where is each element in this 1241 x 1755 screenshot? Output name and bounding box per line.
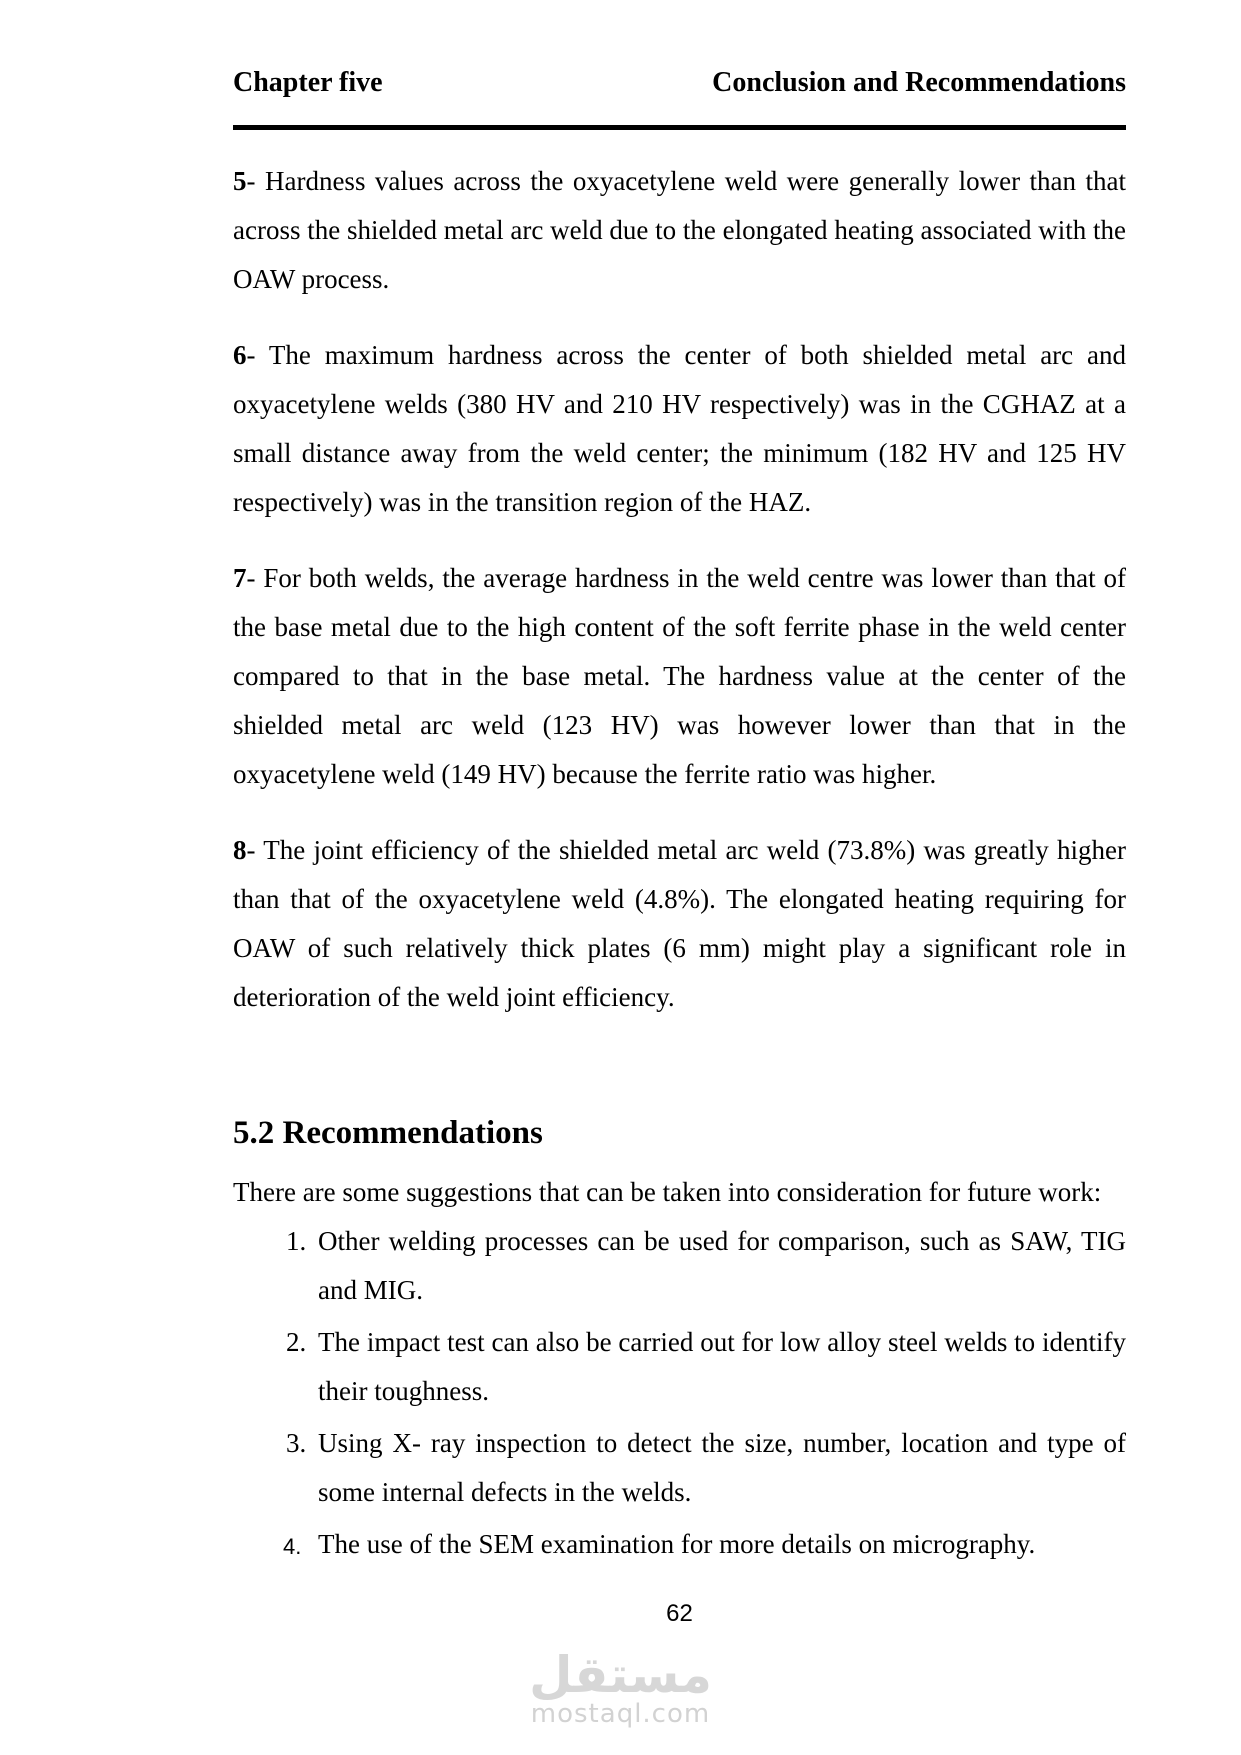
recommendation-item-1 <box>233 1217 1126 1315</box>
conclusion-number-5: 5 <box>233 166 247 196</box>
conclusion-paragraph-6 <box>233 331 1126 527</box>
recommendation-marker-3: 3. <box>286 1428 307 1458</box>
conclusion-text-7: - For both welds, the average hardness in the weld centre was lower than that of the base metal due to the high content of the soft ferrite phase in the weld center compared to that in the base metal. The hardness value at the center of the shielded metal arc weld (123 HV) was however lower than that in the oxyacetylene weld (149 HV) because the ferrite ratio was higher. <box>233 563 1126 789</box>
recommendation-item-2 <box>233 1318 1126 1416</box>
conclusion-text-6: - The maximum hardness across the center of both shielded metal arc and oxyacetylene welds (380 HV and 210 HV respectively) was in the CGHAZ at a small distance away from the weld center; the minimum (182 HV and 125 HV respectively) was in the transition region of the HAZ. <box>233 340 1126 517</box>
conclusion-paragraph-8 <box>233 826 1126 1022</box>
header-title-label: Conclusion and Recommendations <box>712 67 1126 98</box>
recommendation-text-3: Using X- ray inspection to detect the size, number, location and type of some internal defects in the welds. <box>318 1428 1126 1507</box>
recommendation-text-1: Other welding processes can be used for comparison, such as SAW, TIG and MIG. <box>318 1226 1126 1305</box>
recommendation-item-3 <box>233 1419 1126 1517</box>
conclusion-number-6: 6 <box>233 340 247 370</box>
recommendation-text-2: The impact test can also be carried out for low alloy steel welds to identify their toughness. <box>318 1327 1126 1406</box>
recommendation-marker-2: 2. <box>286 1327 307 1357</box>
conclusion-number-7: 7 <box>233 563 247 593</box>
conclusion-text-5: - Hardness values across the oxyacetylene weld were generally lower than that across the shielded metal arc weld due to the elongated heating associated with the OAW process. <box>233 166 1126 294</box>
mostaql-logo-arabic: مستقل <box>529 1646 712 1704</box>
recommendation-text-4: The use of the SEM examination for more details on micrography. <box>318 1529 1036 1559</box>
mostaql-watermark <box>0 1648 1241 1728</box>
mostaql-domain-text: mostaql.com <box>530 1699 711 1729</box>
header-chapter-label: Chapter five <box>233 67 383 98</box>
conclusion-text-8: - The joint efficiency of the shielded metal arc weld (73.8%) was greatly higher than that of the oxyacetylene weld (4.8%). The elongated heating requiring for OAW of such relatively thick plates (6 mm) might play a significant role in deterioration of the weld joint efficiency. <box>233 835 1126 1012</box>
page-header <box>233 66 1126 130</box>
recommendation-marker-4: 4. <box>283 1534 302 1559</box>
conclusion-paragraph-7 <box>233 554 1126 799</box>
conclusion-paragraph-5 <box>233 157 1126 304</box>
section-intro: There are some suggestions that can be taken into consideration for future work: <box>233 1177 1102 1207</box>
conclusion-number-8: 8 <box>233 835 247 865</box>
document-page <box>233 66 1126 1629</box>
page-number: 62 <box>666 1600 693 1627</box>
recommendations-list <box>233 1217 1126 1569</box>
recommendation-item-4 <box>233 1520 1126 1569</box>
section-heading: 5.2 Recommendations <box>233 1115 543 1151</box>
recommendation-marker-1: 1. <box>286 1226 307 1256</box>
